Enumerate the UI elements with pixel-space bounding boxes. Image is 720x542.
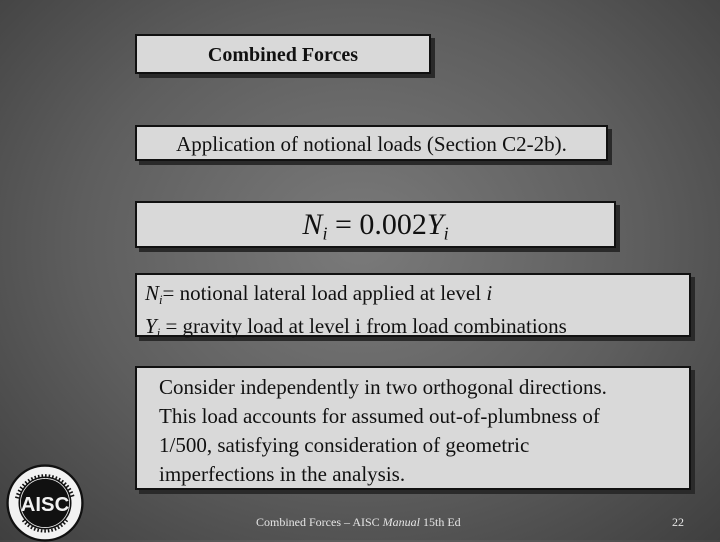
definition-row-y [145,313,689,346]
definition-var: Y [145,313,157,338]
note-line: imperfections in the analysis. [159,462,406,486]
footer-italic: Manual [382,515,421,529]
definition-var: N [145,281,160,305]
page-number: 22 [672,515,684,529]
equation-rhs-var: Y [426,208,444,241]
footer-text [256,515,461,530]
equation-box [135,201,616,248]
footer-prefix: Combined Forces – AISC [256,515,383,529]
equation-lhs-var: N [302,208,323,241]
footer-suffix: 15th Ed [420,515,461,529]
note-line: This load accounts for assumed out-of-plumbness of [159,404,600,428]
definition-sub: i [159,292,163,307]
slide-title [135,34,431,74]
definition-row-n [145,280,689,313]
logo-letters: AISC [20,493,70,516]
definition-sub: i [156,325,161,340]
equation-rhs: = 0.002 [327,208,427,241]
application-text: Application of notional loads (Section C2-2b). [176,132,567,156]
definitions-box [135,273,691,340]
definition-text: = notional lateral load applied at level [162,281,487,305]
slide-title-text: Combined Forces [207,44,359,66]
note-line: 1/500, satisfying consideration of geometric [159,433,530,457]
equation-lhs-sub: i [322,223,328,244]
definition-text: = gravity load at level i from load combinations [160,313,567,338]
note-line: Consider independently in two orthogonal directions. [159,375,607,399]
note-box [135,366,691,490]
definition-tail: i [486,281,493,305]
application-box [135,125,608,161]
aisc-logo-icon [6,464,84,542]
equation-rhs-sub: i [443,223,449,244]
